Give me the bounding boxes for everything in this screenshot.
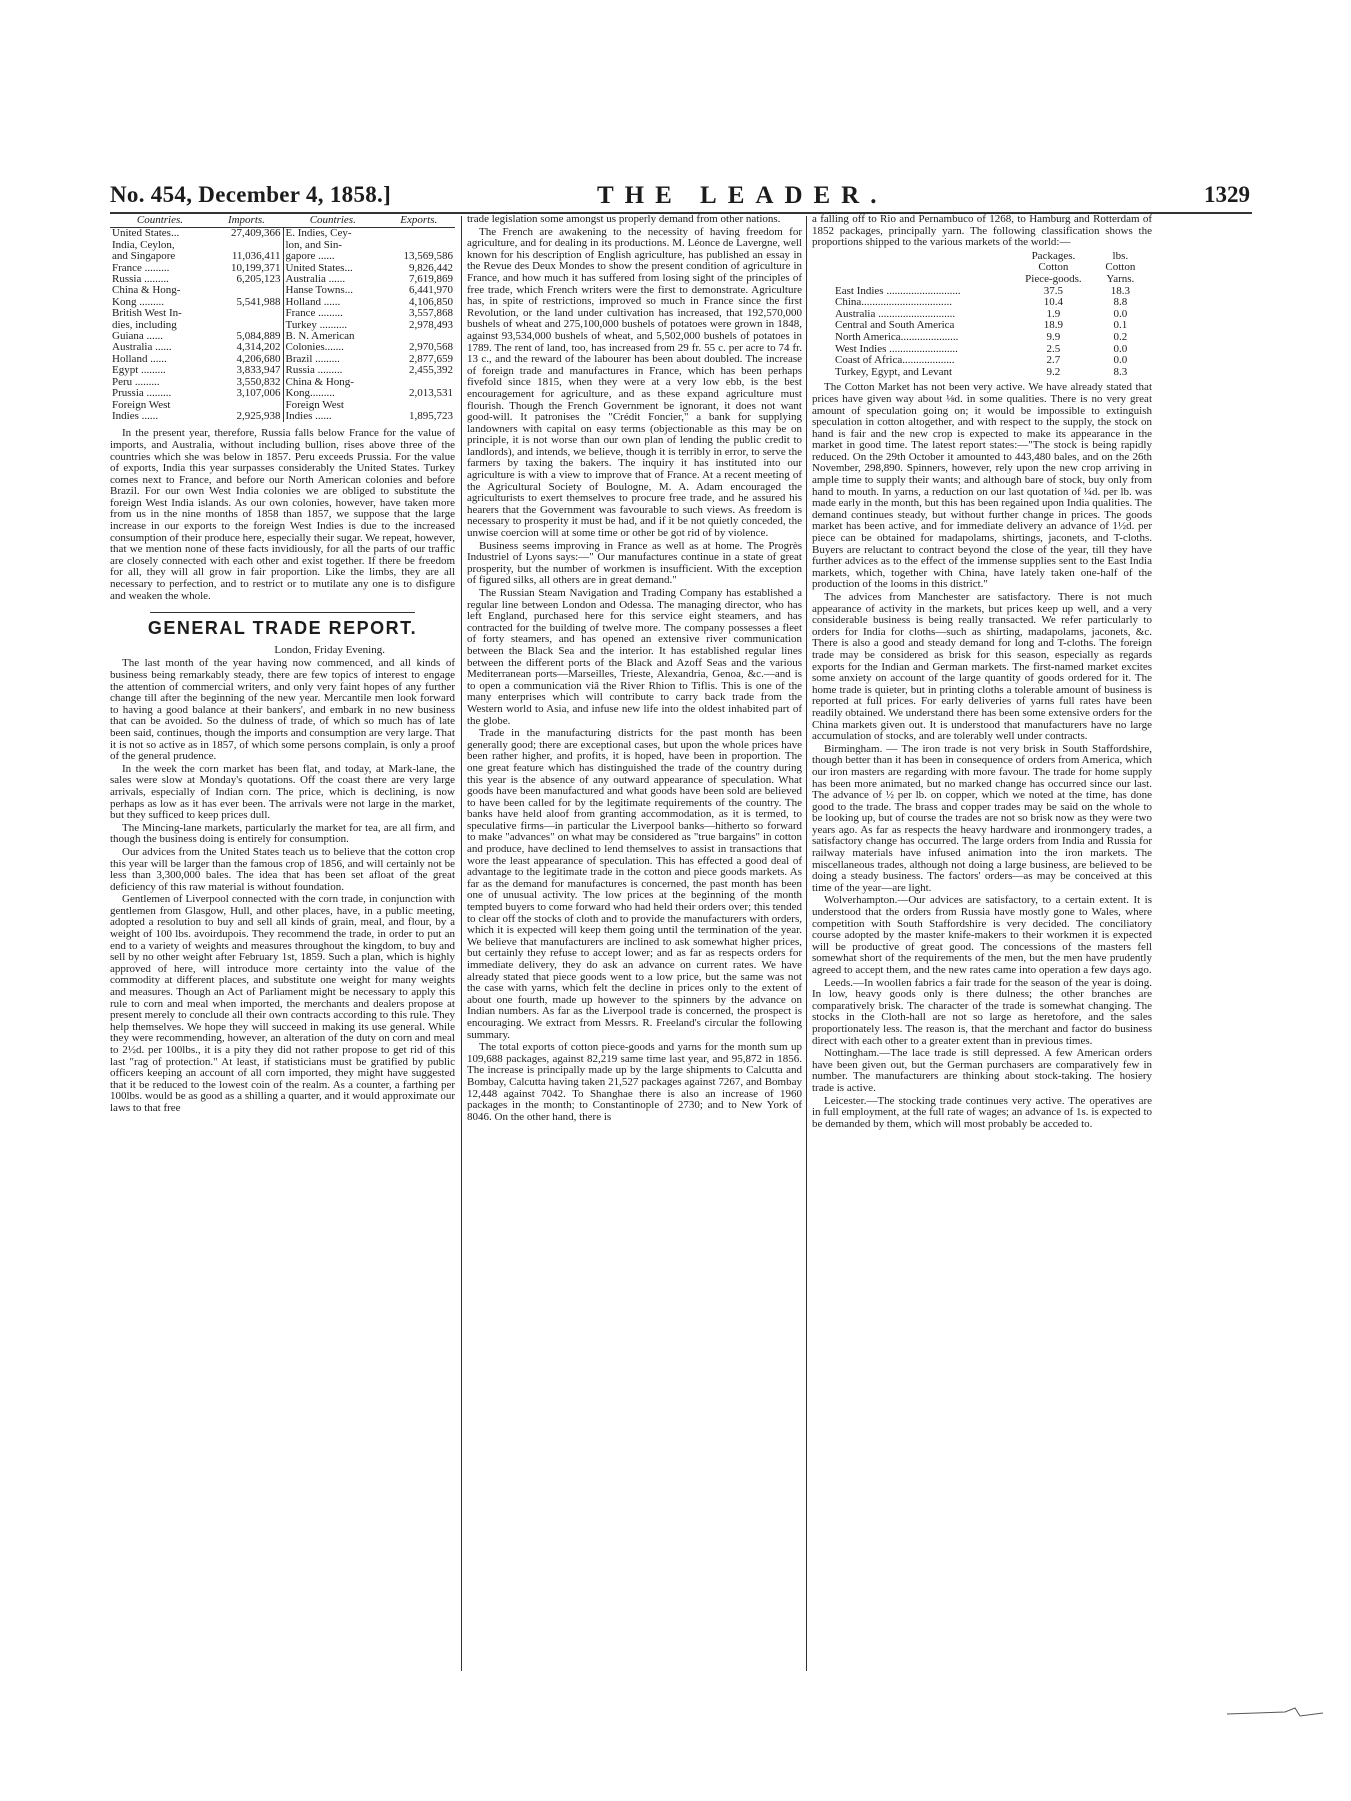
value-cell: 5,084,889 [236,330,281,343]
shipment-header-cell: Cotton [1105,261,1136,274]
trade-table-row [110,400,455,411]
share-cell: 0.2 [1113,330,1128,343]
shipment-table-header [832,251,1145,263]
country-cell: Prussia ......... [112,387,172,400]
value-cell: 9,826,442 [409,261,453,274]
article-paragraph: Birmingham. — The iron trade is not very brisk in South Staffordshire, though better than it has been in consequence of orders from America, which our iron masters are regarding with more favour. The trade for home supply has been more animated, but no marked change has occurred since our last. The advance of ½ per lb. on copper, which we noted at the time, has done good to the trade. The brass and copper trades may be said on the whole to be looking up, but of course the trades are not so brisk now as they were two years ago. As far as respects the heavy hardware and ironmongery trades, a satisfactory change has occurred. The large orders from India and Russia for railway materials have infused animation into the iron markets. The miscellaneous trades, although not doing a large business, are believed to be doing a steady business. The factors' orders—as may be conceived at this time of the year—are light. [812,742,1152,894]
country-cell: gapore ...... [283,251,383,262]
article-paragraph: The French are awakening to the necessity of having freedom for agriculture, and for dealing in its productions. M. Léonce de Lavergne, well known for his description of English agriculture, has published an essay in the Revue des Deux Mondes to show the present condition of agriculture in France, and how much it has suffered from losing sight of the principles of free trade, which French writers were the first to demonstrate. Agriculture has, in spite of restrictions, improved so much in France since the first Revolution, or the land under cultivation has increased, that 192,570,000 bushels of wheat and 275,100,000 bushels of potatoes were grown in 1848, against 93,534,000 bushels of wheat, and 5,502,000 bushels of potatoes in 1789. The rent of land, too, has increased from 29 fr. 55 c. per acre to 74 fr. 13 c., and the reward of the labourer has been about doubled. The increase of foreign trade and manufactures in France, which has been perhaps fivefold since 1815, when they were at a very low ebb, is the best encouragement for agriculture, and as these expand agriculture must flourish. Though the French Government be ignorant, it does not want good-will. It patronises the "Crédit Foncier," a bank for supplying landowners with capital on easy terms (objectionable as this may be on principle, it is not worse than our own plan of lending the public credit to landlords), and intends, we believe, though it is terribly in error, to serve the farmers by taxing the bakers. The inquiry it has instituted into our agriculture is with a view to improve that of France. At a recent meeting of the Agricultural Society of Boulogne, M. A. Adam encouraged the agriculturists to exert themselves to procure free trade, and he assured his hearers that the Government was favourable to such views. As freedom is necessary to prosperity it must be had, and if it be not quietly conceded, the unwise coercion will at some time or other be got rid of by violence. [467,225,802,540]
value-cell: 3,833,947 [236,364,281,377]
country-cell: and Singapore [112,250,176,263]
article-paragraph: The Mincing-lane markets, particularly the market for tea, are all firm, and though the business doing is entirely for consumption. [110,821,455,846]
article-paragraph: trade legislation some amongst us properly demand from other nations. [467,213,781,225]
article-paragraph: The last month of the year having now commenced, and all kinds of business being remarkably steady, there are few topics of interest to engage the attention of commercial writers, and only very faint hopes of any further change till after the beginning of the new year. Mercantile men look forward to having a good balance at their bankers', and embark in no new business that can be avoided. So the dulness of trade, of which so much has of late been said, continues, though the imports and consumption are very large. That it is not so active as in 1857, of which some persons complain, is only a proof of the general prudence. [110,657,455,763]
article-paragraph: Our advices from the United States teach us to believe that the cotton crop this year will be larger than the famous crop of 1856, and will certainly not be less than 3,300,000 bales. The idea that has been set afloat of the great deficiency of this raw material is without foundation. [110,845,455,893]
value-cell [210,308,283,319]
column-3 [812,214,1152,1131]
article-paragraph: Gentlemen of Liverpool connected with the corn trade, in conjunction with gentlemen from Glasgow, Hull, and other places, have, in a public meeting, adopted a resolution to buy and sell all kinds of grain, meal, and flour, by a weight of 100 lbs. avoirdupois. They recommend the trade, in order to put an end to a variety of weights and measures throughout the kingdom, to buy and sell by no other weight after February 1st, 1859. Such a plan, which is highly approved of here, will introduce more certainty into the value of the commodity at different places, and substitute one weight for many weights and measures. Though an Act of Parliament might be necessary to apply this rule to corn and meal when imported, the merchants and dealers propose at present merely to conclude all their own contracts according to this rule. They help themselves. We hope they will succeed in making its use general. While they were recommending, however, an alteration of the duty on corn and meal to 2½d. per 100lbs., it is a pity they did not rather propose to get rid of this last "rag of protection." At least, if statisticians must be gratified by public officers keeping an account of all corn imported, they might have suggested that it be reduced to the lowest coin of the realm. As a counter, a farthing per 100lbs. would be as good as a shilling a quarter, and it would approximate our laws to that free [110,893,455,1114]
share-cell: 0.1 [1113,319,1128,332]
share-cell: 1.9 [1046,307,1061,320]
country-cell: E. Indies, Cey- [283,228,383,240]
country-cell: Indies ...... [283,411,383,422]
value-cell: 10,199,371 [231,261,281,274]
country-cell: Peru ......... [112,375,160,388]
country-cell: China & Hong- [112,284,181,297]
article-paragraph: Trade in the manufacturing districts for the past month has been generally good; there are exceptional cases, but upon the whole prices have been rather higher, and profits, it is hoped, have been in proportion. The one great feature which has distinguished the trade of the country during this year is the absence of any outward appearance of speculation. What goods have been manufactured and what goods have been sold are believed to have been called for by the legitimate requirements of the country. The banks have held aloof from granting accommodation, as it is termed, to speculative firms—in particular the Liverpool banks—hitherto so forward to make "advances" on what may be considered as "true bargains" in cotton and produce, have declined to lend themselves to assist in transactions that wore the least appearance of speculation. This has effected a good deal of advantage to the legitimate trade in the cotton and piece goods markets. As far as the demand for manufactures is concerned, the past month has been one of unusual activity. The low prices at the beginning of the month tempted buyers to come forward who had held their orders over; this tended to clear off the stocks of cloth and to provide the manufacturers with orders, which it is expected will keep them going until the termination of the year. We believe that manufacturers are inclined to ask somewhat higher prices, but certainly they refuse to accept lower; and as far as respects orders for immediate delivery, they do ask an advance on current rates. We have already stated that piece goods went to a low price, but the same was not the case with yarns, which felt the decline in prices only to the extent of about one fourth, made up however to the spinners by the advance on Indian numbers. As far as the Liverpool trade is concerned, the prospect is encouraging. We extract from Messrs. R. Freeland's circular the following summary. [467,727,802,1041]
trade-table-row [110,388,455,399]
value-cell: 2,978,493 [409,318,453,331]
value-cell: 2,455,392 [409,364,453,377]
section-title: GENERAL TRADE REPORT. [147,618,418,639]
country-cell: Brazil ......... [283,354,383,365]
newspaper-title: THE LEADER. [597,182,888,209]
section-rule [150,612,415,613]
shipment-table-header [832,262,1145,274]
share-cell: 2.7 [1046,354,1061,367]
trade-table-header-cell: Imports. [210,214,283,228]
market-cell: Australia ............................ [835,307,956,320]
article-paragraph: a falling off to Rio and Pernambuco of 1268, to Hamburg and Rotterdam of 1852 packages, principally yarn. The following classification shows the proportions shipped to the various markets of the world:— [812,213,1152,249]
country-cell: dies, including [112,318,177,331]
value-cell: 3,550,832 [236,375,281,388]
share-cell: 2.5 [1046,342,1061,355]
country-cell: Holland ...... [283,297,383,308]
country-cell: China & Hong- [283,377,383,388]
shipment-header-cell [832,274,1011,286]
country-cell: Foreign West [112,398,171,411]
value-cell: 6,205,123 [236,273,281,286]
trade-table-body [110,228,455,422]
trade-table-row [110,251,455,262]
article-paragraph: The total exports of cotton piece-goods and yarns for the month sum up 109,688 packages, against 82,219 same time last year, and 95,872 in 1856. The increase is principally made up by the large shipments to Calcutta and Bombay, Calcutta having taken 21,527 packages against 7267, and Bombay 12,448 against 7042. To Shanghae there is also an increase of 1960 packages in the month; to Constantinople of 2730; and to New York of 8046. On the other hand, there is [467,1041,802,1123]
shipment-table-row [832,367,1145,379]
column-2 [467,214,802,1124]
value-cell: 4,106,850 [409,295,453,308]
share-cell: 0.0 [1113,354,1128,367]
country-cell: Turkey .......... [283,320,383,331]
article-paragraph: Leeds.—In woollen fabrics a fair trade for the season of the year is doing. In low, heavy goods only is there dulness; the other branches are comparatively brisk. The character of the trade is somewhat changing. The stocks in the Cloth-hall are not so large as heretofore, and the sales proportionately less. The reason is, that the merchant and factor do business direct with each other to a greater extent than in previous times. [812,976,1152,1047]
article-paragraph: Leicester.—The stocking trade continues very active. The operatives are in full employment, at the full rate of wages; an advance of 1s. is expected to be demanded by them, which will most probably be acceded to. [812,1094,1152,1130]
article-paragraph: Nottingham.—The lace trade is still depressed. A few American orders have been given out, but the German purchasers are comparatively few in number. The manufacturers are thinking about stock-taking. The hosiery trade is active. [812,1047,1152,1094]
country-cell: Kong......... [283,388,383,399]
trade-table-row [110,365,455,376]
shipment-header-cell: Piece-goods. [1025,272,1082,285]
share-cell: 18.3 [1110,284,1130,297]
value-cell: 11,036,411 [231,250,281,263]
shipment-table-body [832,286,1145,379]
country-cell: United States... [283,263,383,274]
shipment-header-cell: Cotton [1038,261,1069,274]
value-cell: 2,970,568 [409,341,453,354]
value-cell: 2,013,531 [409,387,453,400]
page-number: 1329 [1204,182,1250,207]
share-cell: 0.0 [1113,342,1128,355]
shipment-header-cell: lbs. [1112,249,1129,262]
value-cell: 2,877,659 [409,352,453,365]
share-cell: 37.5 [1043,284,1064,297]
country-cell: Indies ...... [112,409,159,422]
shipment-table-row [832,332,1145,344]
article-paragraph: Business seems improving in France as well as at home. The Progrès Industriel of Lyons says:—" Our manufactures continue in a state of great prosperity, but the number of workmen is insufficient. With the exception of figured silks, all others are in great demand." [467,539,802,587]
share-cell: 9.2 [1046,365,1061,378]
value-cell: 4,314,202 [236,341,281,354]
article-paragraph: Wolverhampton.—Our advices are satisfactory, to a certain extent. It is understood that the orders from Russia have mostly gone to Wales, where competition with South Staffordshire is very decided. The conciliatory course adopted by the master knife-makers to their workmen it is expected will be productive of great good. The concessions of the masters fell somewhat short of the requirements of the men, but the men have prudently agreed to accept them, and the new rates came into operation a few days ago. [812,894,1152,976]
dateline: London, Friday Evening. [274,643,385,656]
shipment-header-cell: Packages. [1031,249,1076,262]
country-cell: Foreign West [283,400,383,411]
shipment-header-cell [832,251,1011,263]
market-cell: East Indies ........................... [835,284,961,297]
value-cell: 4,206,680 [236,352,281,365]
shipment-table [832,251,1145,379]
shipment-table-row [832,297,1145,309]
trade-table-row [110,411,455,422]
value-cell: 2,925,938 [236,409,281,422]
value-cell: 7,619,869 [409,273,453,286]
country-cell: Holland ...... [112,352,167,365]
share-cell: 8.3 [1113,365,1128,378]
value-cell: 3,557,868 [409,307,453,320]
article-paragraph: The Russian Steam Navigation and Trading Company has established a regular line between London and Odessa. The managing director, who has left England, purchased here for this service eight steamers, and has contracted for the building of twelve more. The company possesses a fleet of forty steamers, and has opened an extensive river communication between the Black Sea and the interior. It has established regular lines between the different ports of the Black and Azoff Seas and the various Mediterranean ports—Marseilles, Trieste, Alexandria, Genoa, &c.—and is to open a communication viâ the River Rhion to Tiflis. This is one of the many enterprises which will contribute to carry back trade from the Western world to Asia, and infuse new life into the oldest inhabited part of the globe. [467,587,802,727]
value-cell: 1,895,723 [409,409,453,422]
country-cell: India, Ceylon, [112,238,175,251]
column-divider-2 [806,216,807,1671]
market-cell: China................................. [835,296,953,309]
intro-paragraph: In the present year, therefore, Russia falls below France for the value of imports, and Australia, without including bullion, rises above three of the countries which she was below in 1857. Peru exceeds Prussia. For the value of exports, India this year surpasses considerably the United States. Turkey comes next to France, and before our North American colonies and before Brazil. For our own West India colonies we are obliged to substitute the foreign West India islands. As our own colonies, however, have taken more from us in the nine months of 1858 than 1857, we suppose that the large increase in our exports to the foreign West Indies is due to the increased consumption of their produce here, especially their sugar. We repeat, however, that we mention none of these facts invidiously, for all the parts of our traffic are closely connected with each other and exist together. If there be freedom for all, they will all grow in fair proportion. Like the limbs, they are all necessary to perfection, and to restrict or to mutilate any one is to disfigure and weaken the whole. [110,427,455,602]
country-cell: Kong ......... [112,295,164,308]
trade-table-row [110,308,455,319]
country-cell: Russia ......... [112,273,169,286]
country-cell: lon, and Sin- [283,240,383,251]
trade-table-header [110,214,455,228]
shipment-header-cell: Yarns. [1106,272,1135,285]
column-divider-1 [461,216,462,1671]
country-cell: France ......... [112,261,170,274]
country-cell: Colonies....... [283,342,383,353]
country-cell: B. N. American [283,331,383,342]
value-cell: 5,541,988 [236,295,281,308]
value-cell [383,228,455,240]
share-cell: 18.9 [1043,319,1064,332]
country-cell: Egypt ......... [112,364,166,377]
article-paragraph: The advices from Manchester are satisfactory. There is not much appearance of activity in the markets, but prices keep up well, and a very considerable business is being really transacted. We refer particularly to orders for India for cloths—such as shirting, madapolams, jaconets, &c. There is also a good and steady demand for long and T-cloths. The foreign trade may be considered as brisk for this season, especially as regards exports for the Indian and German markets. The first-named market excites some anxiety on account of the large quantity of goods ordered for it. The home trade is quieter, but in printing cloths a tolerable amount of business is reported at full prices. For early deliveries of yarns full rates have been readily obtained. We understand there has been some extensive orders for the China markets given out. It is understood that manufacturers have no large accumulation of stocks, and are tolerably well under contracts. [812,591,1152,743]
value-cell: 3,107,006 [236,387,281,400]
country-cell: Russia ......... [283,365,383,376]
market-cell: Turkey, Egypt, and Levant [835,365,953,378]
value-cell: 27,409,366 [231,227,281,240]
share-cell: 10.4 [1043,296,1064,309]
issue-line: No. 454, December 4, 1858.] [110,182,392,207]
country-cell: Guiana ...... [112,330,164,343]
share-cell: 9.9 [1046,330,1061,343]
shipment-table-header [832,274,1145,286]
country-cell: United States... [112,227,180,240]
country-cell: British West In- [112,307,182,320]
market-cell: Central and South America [835,319,955,332]
trade-table-header-cell: Exports. [383,214,455,228]
article-paragraph: The Cotton Market has not been very active. We have already stated that prices have given way about ⅛d. in some qualities. There is no very great amount of speculation going on; it would be impossible to extinguish speculation in cotton altogether, and with respect to the supply, the stock on hand is fair and the new crop is expected to make its appearance in the market in good time. The latest report states:—"The stock is being rapidly reduced. On the 29th October it amounted to 443,480 bales, and on the 26th November, 298,890. Spinners, however, rely upon the new crop arriving in ample time to supply their wants; and although bare of stock, buy only from hand to mouth. In yarns, a reduction on our last quotation of ¼d. per lb. was made early in the month, but this has been regained upon India qualities. The demand continues steady, but without further change in prices. The goods market has been active, and for immediate delivery an advance of 1½d. per piece can be obtained for madapolams, shirtings, jaconets, and T-cloths. Buyers are reluctant to contract beyond the close of the year, till they have further advices as to the effect of the immense supplies sent to the East India markets, which, together with China, have lately taken one-half of the production of the looms in this district." [812,381,1152,591]
country-cell: Hanse Towns... [283,285,383,296]
value-cell: 13,569,586 [403,250,453,263]
trade-table-header-cell: Countries. [283,214,383,228]
scan-mark-decoration [1225,1700,1325,1720]
country-cell: Australia ...... [283,274,383,285]
column-1 [110,214,455,1116]
shipment-table-row [832,355,1145,367]
masthead [110,182,1250,212]
market-cell: North America..................... [835,330,959,343]
shipment-header-cell [832,262,1011,274]
market-cell: West Indies ......................... [835,342,958,355]
trade-table-header-cell: Countries. [110,214,210,228]
article-paragraph: In the week the corn market has been flat, and today, at Mark-lane, the sales were slow at Monday's quotations. Off the coast there are very large arrivals, especially of Indian corn. The price, which is declining, is now perhaps as low as it has ever been. The arrivals were not large in the market, but they sufficed to keep prices dull. [110,762,455,822]
share-cell: 8.8 [1113,296,1128,309]
value-cell: 6,441,970 [409,284,453,297]
market-cell: Coast of Africa................... [835,354,955,367]
share-cell: 0.0 [1113,307,1128,320]
country-cell: Australia ...... [112,341,172,354]
trade-table [110,214,455,422]
country-cell: France ......... [283,308,383,319]
